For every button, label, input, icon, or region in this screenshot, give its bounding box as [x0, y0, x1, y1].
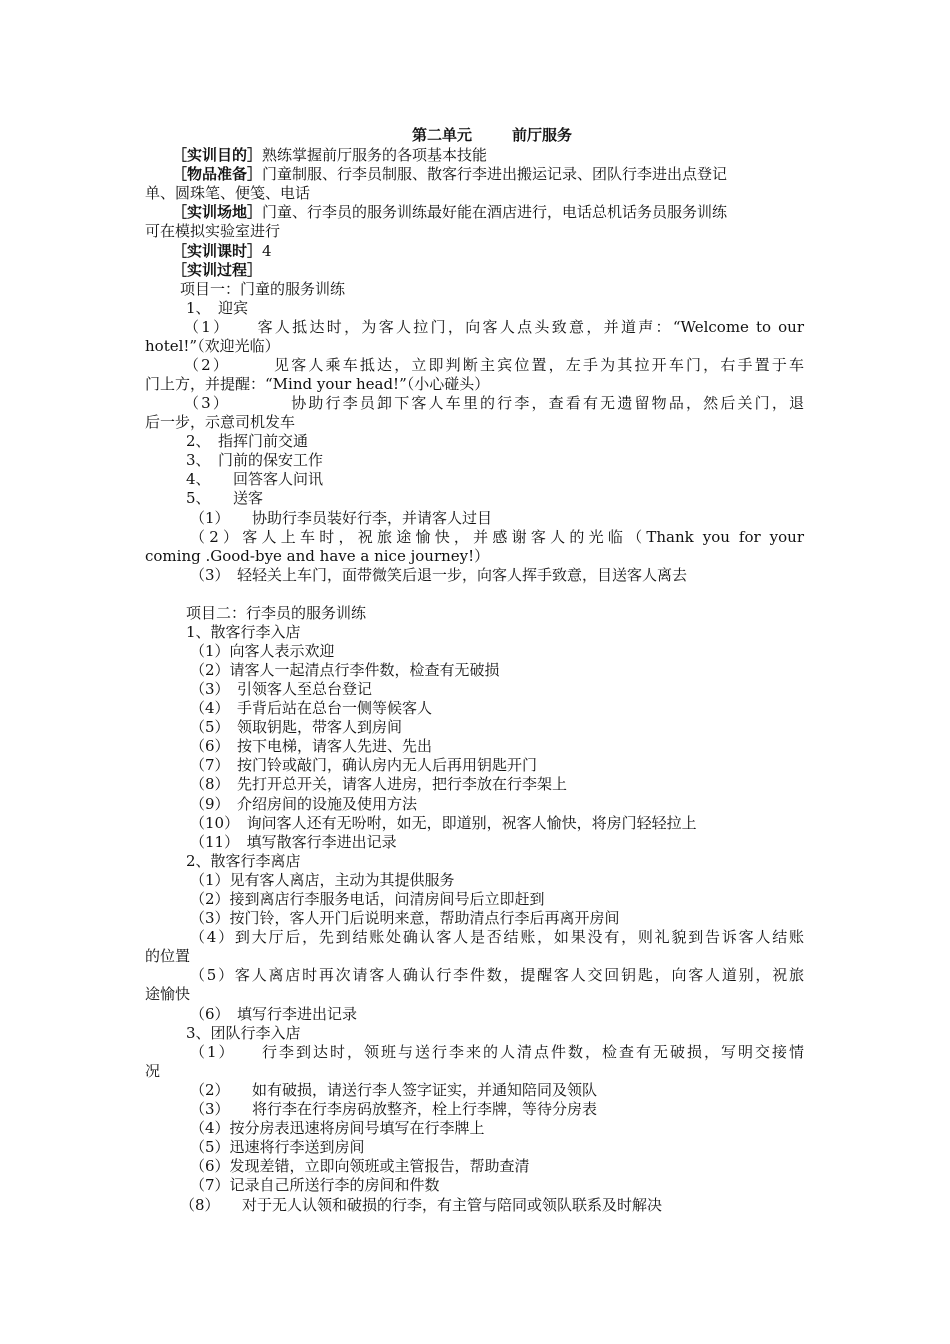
project1-title: 项目一：门童的服务训练 — [180, 280, 346, 298]
purpose-text: 熟练掌握前厅服务的各项基本技能 — [262, 146, 488, 164]
hours-label: ［实训课时］ — [172, 242, 263, 260]
project2-section2-item5-line1: （5）客人离店时再次请客人确认行李件数，提醒客人交回钥匙，向客人道别，祝旅 — [190, 966, 804, 984]
project2-section2-item4-line2: 的位置 — [145, 947, 191, 965]
hours-value: 4 — [262, 242, 272, 260]
materials-label: ［物品准备］ — [172, 165, 263, 183]
project1-step5: 5、 送客 — [186, 489, 264, 507]
project1-step5-1: （1） 协助行李员装好行李，并请客人过目 — [190, 509, 493, 527]
project2-section3-item2: （2） 如有破损，请送行李人签字证实，并通知陪同及领队 — [190, 1081, 598, 1099]
materials-text-1: 门童制服、行李员制服、散客行李进出搬运记录、团队行李进出点登记 — [262, 165, 728, 183]
unit-title-part1: 第二单元 — [412, 126, 473, 144]
project2-section1-item10: （10） 询问客人还有无吩咐，如无，即道别，祝客人愉快，将房门轻轻拉上 — [190, 814, 697, 832]
materials-line-1 — [172, 165, 727, 184]
project2-section3-item1-line1: （1） 行李到达时，领班与送行李来的人清点件数，检查有无破损，写明交接情 — [190, 1043, 804, 1061]
project2-section3-item7: （7）记录自己所送行李的房间和件数 — [190, 1176, 440, 1194]
venue-line-1 — [172, 203, 727, 222]
project2-section3-item3: （3） 将行李在行李房码放整齐，栓上行李牌，等待分房表 — [190, 1100, 598, 1118]
materials-text-2: 单、圆珠笔、便笺、电话 — [145, 184, 311, 202]
project2-section1-item5: （5） 领取钥匙，带客人到房间 — [190, 718, 403, 736]
project2-section1-item6: （6） 按下电梯，请客人先进、先出 — [190, 737, 433, 755]
project1-step5-2-line1: （2）客人上车时，祝旅途愉快，并感谢客人的光临（Thank you for your — [190, 528, 804, 546]
project2-section1-item3: （3） 引领客人至总台登记 — [190, 680, 373, 698]
project2-section2-item2: （2）接到离店行李服务电话，问清房间号后立即赶到 — [190, 890, 545, 908]
project2-section2-item3: （3）按门铃，客人开门后说明来意，帮助清点行李后再离开房间 — [190, 909, 620, 927]
project1-step1-1-line2: hotel!”（欢迎光临） — [145, 337, 280, 355]
project1-step2: 2、 指挥门前交通 — [186, 432, 309, 450]
project2-section2: 2、散客行李离店 — [186, 852, 301, 870]
project1-step5-3: （3） 轻轻关上车门，面带微笑后退一步，向客人挥手致意，目送客人离去 — [190, 566, 688, 584]
venue-text-1: 门童、行李员的服务训练最好能在酒店进行，电话总机话务员服务训练 — [262, 203, 728, 221]
project1-step3: 3、 门前的保安工作 — [186, 451, 324, 469]
project2-section1-item7: （7） 按门铃或敲门，确认房内无人后再用钥匙开门 — [190, 756, 538, 774]
purpose-line — [172, 146, 487, 165]
project2-section1-item2: （2）请客人一起清点行李件数，检查有无破损 — [190, 661, 500, 679]
project2-section1-item9: （9） 介绍房间的设施及使用方法 — [190, 795, 418, 813]
project1-step1-2-line2: 门上方，并提醒：“Mind your head!”（小心碰头） — [145, 375, 490, 393]
project2-section1-item4: （4） 手背后站在总台一侧等候客人 — [190, 699, 433, 717]
project2-section3-item8: （8） 对于无人认领和破损的行李，有主管与陪同或领队联系及时解决 — [180, 1196, 663, 1214]
project2-section1: 1、散客行李入店 — [186, 623, 301, 641]
unit-title — [412, 126, 572, 145]
project2-title: 项目二：行李员的服务训练 — [186, 604, 367, 622]
project1-step1-2-line1: （2） 见客人乘车抵达，立即判断主宾位置，左手为其拉开车门，右手置于车 — [184, 356, 804, 374]
project1-step1-1-line1: （1） 客人抵达时，为客人拉门，向客人点头致意，并道声：“Welcome to our — [184, 318, 804, 336]
venue-label: ［实训场地］ — [172, 203, 263, 221]
project1-step4: 4、 回答客人问讯 — [186, 470, 324, 488]
project1-step1: 1、 迎宾 — [186, 299, 249, 317]
hours-line — [172, 242, 272, 261]
project2-section2-item4-line1: （4）到大厅后，先到结账处确认客人是否结账，如果没有，则礼貌到告诉客人结账 — [190, 928, 804, 946]
project2-section1-item11: （11） 填写散客行李进出记录 — [190, 833, 397, 851]
project2-section3-item5: （5）迅速将行李送到房间 — [190, 1138, 365, 1156]
project2-section1-item1: （1）向客人表示欢迎 — [190, 642, 335, 660]
project2-section3-item6: （6）发现差错，立即向领班或主管报告，帮助查清 — [190, 1157, 530, 1175]
project1-step1-3-line2: 后一步，示意司机发车 — [145, 413, 296, 431]
unit-title-part2: 前厅服务 — [512, 126, 573, 144]
project2-section1-item8: （8） 先打开总开关，请客人进房，把行李放在行李架上 — [190, 775, 568, 793]
process-label: ［实训过程］ — [172, 261, 263, 279]
project2-section2-item5-line2: 途愉快 — [145, 985, 191, 1003]
project2-section2-item6: （6） 填写行李进出记录 — [190, 1005, 358, 1023]
purpose-label: ［实训目的］ — [172, 146, 263, 164]
project2-section3-item1-line2: 况 — [145, 1062, 161, 1080]
project2-section3-item4: （4）按分房表迅速将房间号填写在行李牌上 — [190, 1119, 485, 1137]
project1-step1-3-line1: （3） 协助行李员卸下客人车里的行李，查看有无遗留物品，然后关门，退 — [184, 394, 804, 412]
project1-step5-2-line2: coming .Good-bye and have a nice journey!） — [145, 547, 490, 565]
project2-section3: 3、团队行李入店 — [186, 1024, 301, 1042]
venue-text-2: 可在模拟实验室进行 — [145, 222, 281, 240]
project2-section2-item1: （1）见有客人离店，主动为其提供服务 — [190, 871, 455, 889]
